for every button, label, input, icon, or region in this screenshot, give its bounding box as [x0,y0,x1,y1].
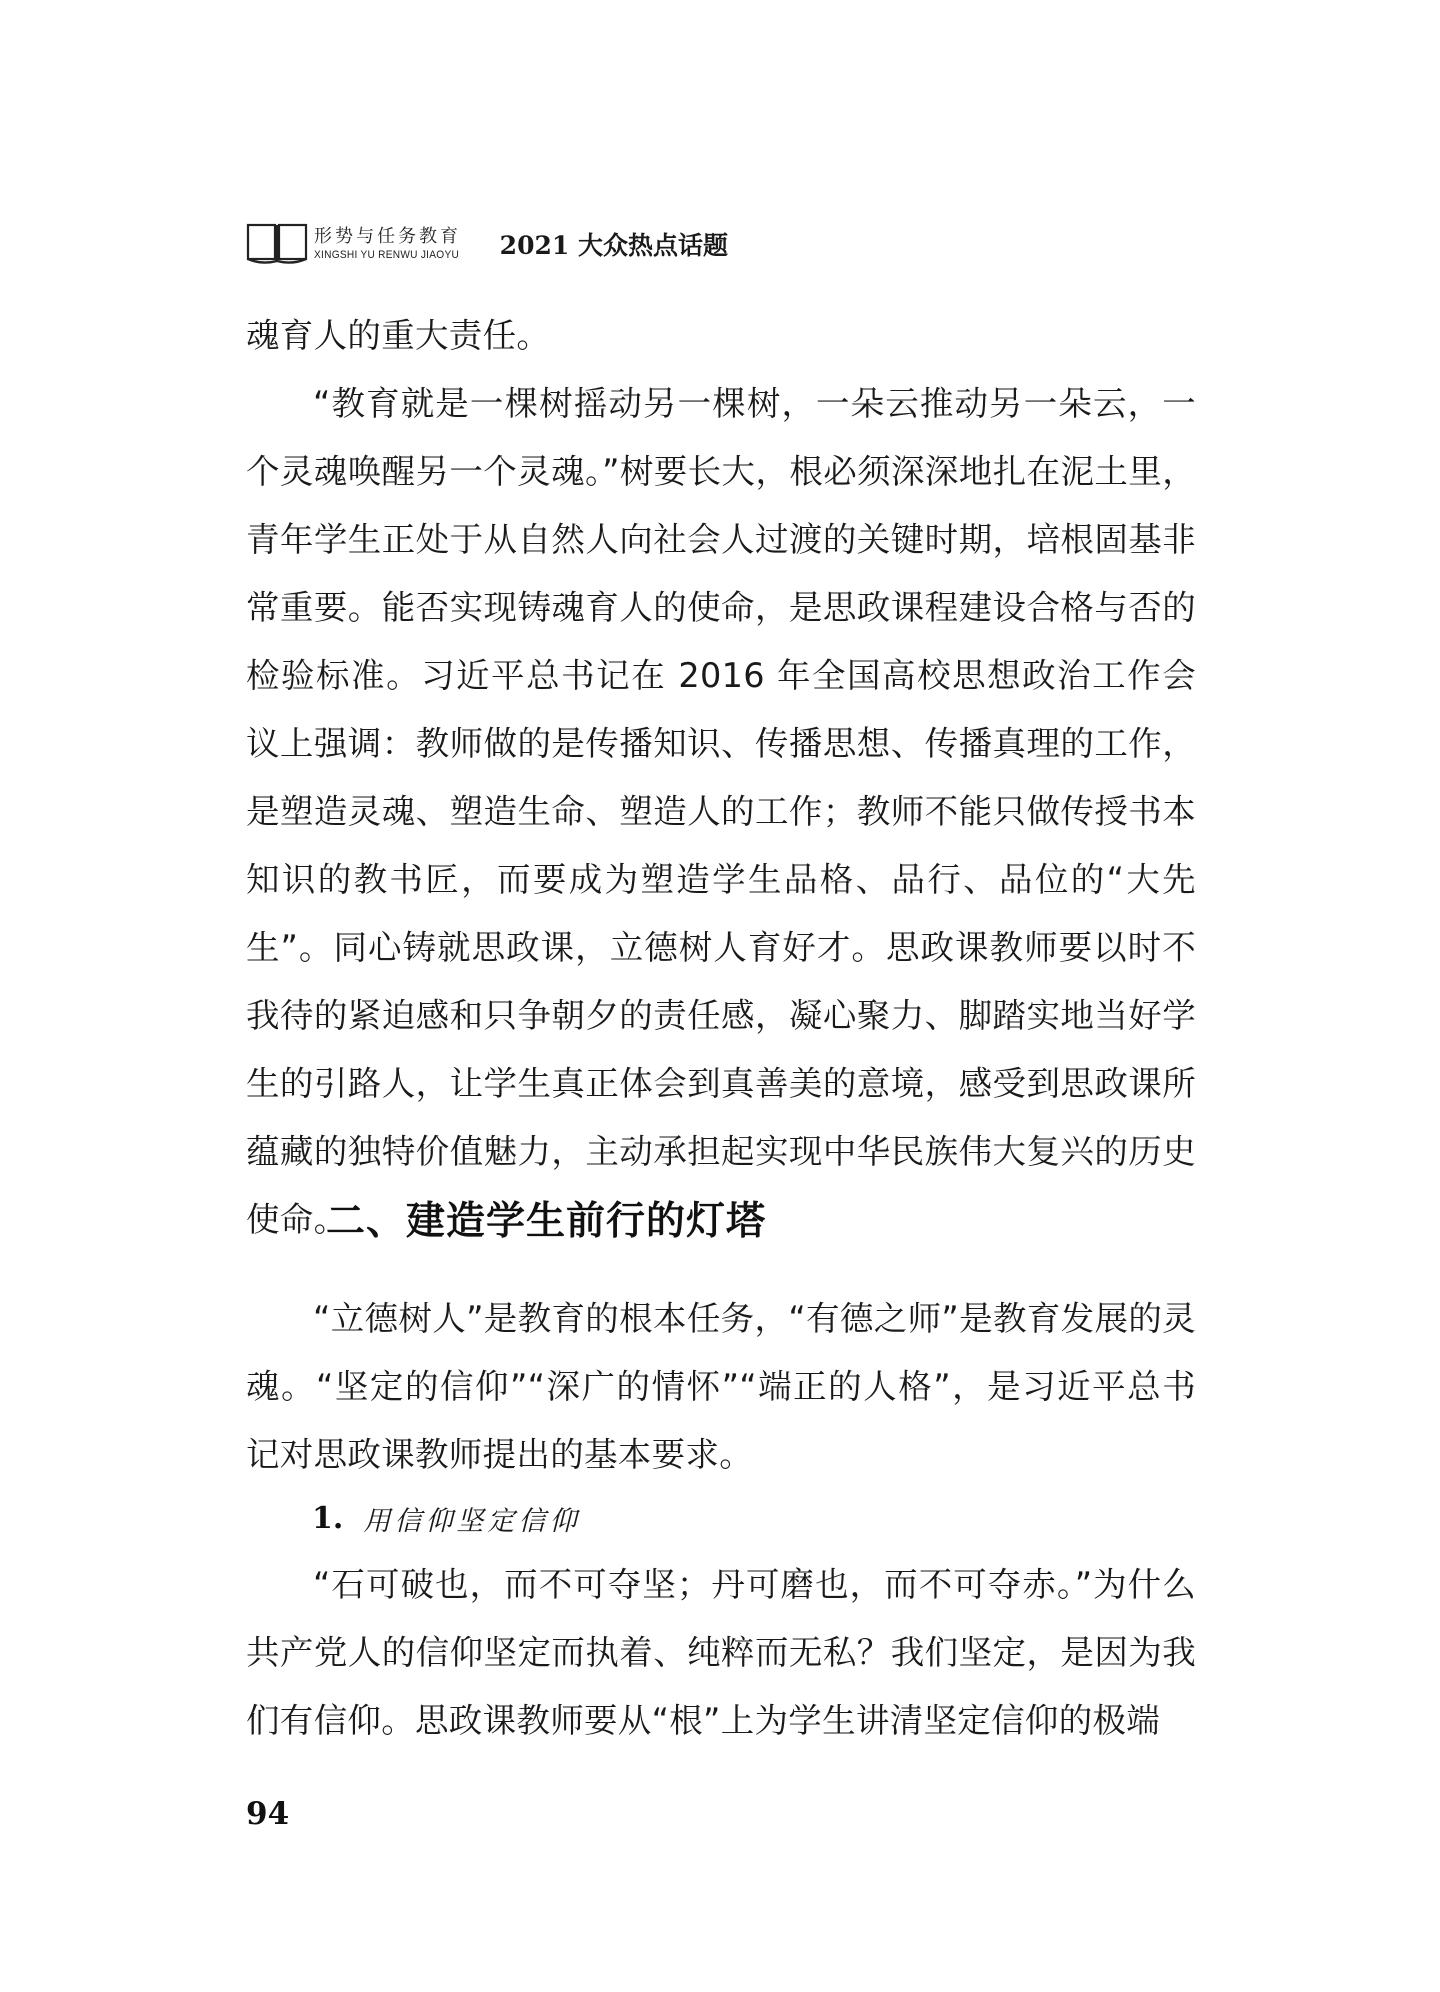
book-title: 2021 大众热点话题 [499,231,728,260]
paragraph: “石可破也，而不可夺坚；丹可磨也，而不可夺赤。”为什么共产党人的信仰坚定而执着、纯粹而无私？我们坚定，是因为我们有信仰。思政课教师要从“根”上为学生讲清坚定信仰的极端 [246,1565,1196,1740]
body-text-top [246,302,1196,1254]
paragraph: “教育就是一棵树摇动另一棵树，一朵云推动另一朵云，一个灵魂唤醒另一个灵魂。”树要长大，根必须深深地扎在泥土里，青年学生正处于从自然人向社会人过渡的关键时期，培根固基非常重要。能否实现铸魂育人的使命，是思政课程建设合格与否的检验标准。习近平总书记在 2016 年全国高校思想政治工作会议上强调：教师做的是传播知识、传播思想、传播真理的工作，是塑造灵魂、塑造生命、塑造人的工作；教师不能只做传授书本知识的教书匠，而要成为塑造学生品格、品行、品位的“大先生”。同心铸就思政课，立德树人育好才。思政课教师要以时不我待的紧迫感和只争朝夕的责任感，凝心聚力、脚踏实地当好学生的引路人，让学生真正体会到真善美的意境，感受到思政课所蕴藏的独特价值魅力，主动承担起实现中华民族伟大复兴的历史使命。 [246,384,1196,1239]
body-text-bottom [246,1551,1196,1755]
brand-chinese: 形势与任务教育 [314,225,461,247]
running-header [246,222,728,266]
section-intro [246,1285,1196,1489]
brand-pinyin: XINGSHI YU RENWU JIAOYU [314,248,460,261]
section-heading: 二、建造学生前行的灯塔 [326,1198,767,1244]
subheading-number: 1. [312,1500,344,1536]
subheading-text: 用信仰坚定信仰 [363,1505,581,1537]
open-book-icon [246,223,308,265]
publication-brand [314,225,472,261]
page-number: 94 [246,1796,290,1832]
subheading [312,1488,580,1548]
paragraph: “立德树人”是教育的根本任务，“有德之师”是教育发展的灵魂。“坚定的信仰”“深广的情怀”“端正的人格”，是习近平总书记对思政课教师提出的基本要求。 [246,1299,1196,1474]
paragraph-continued: 魂育人的重大责任。 [246,316,551,355]
